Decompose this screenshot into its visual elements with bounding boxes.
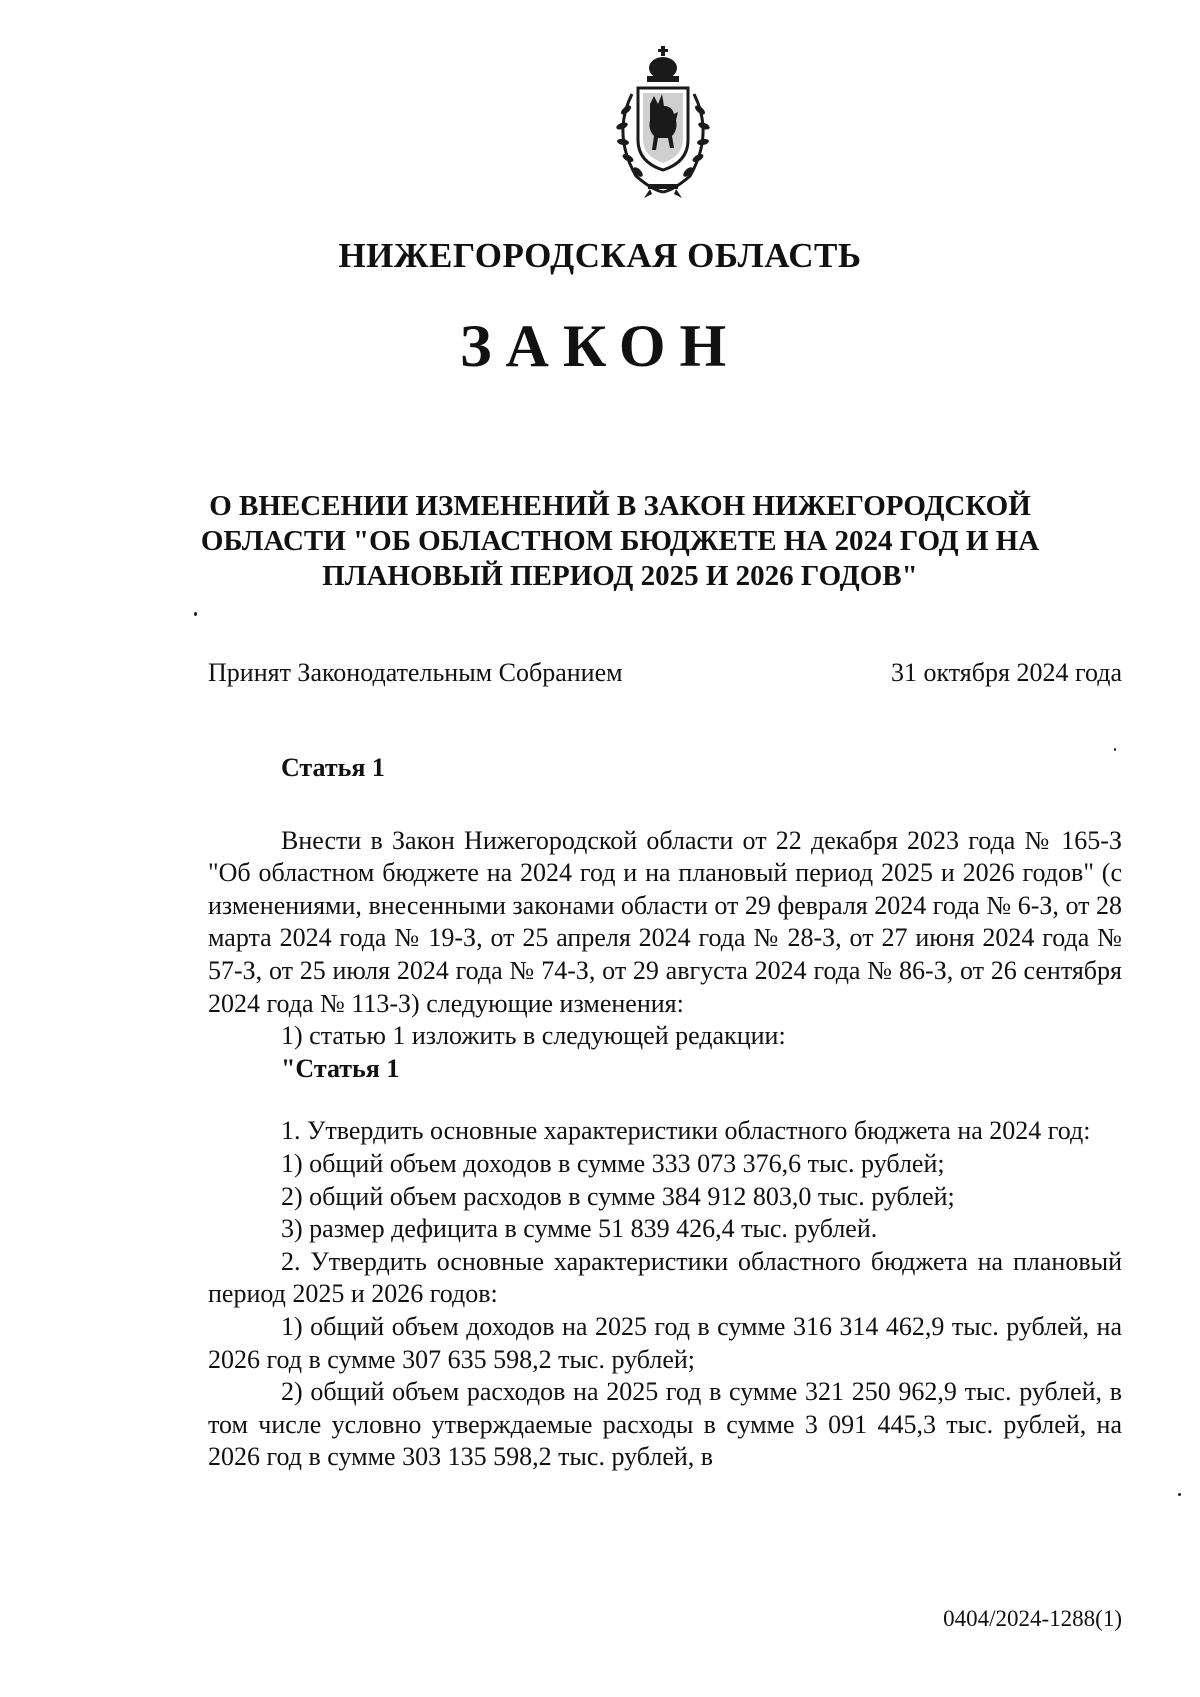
region-name: НИЖЕГОРОДСКАЯ ОБЛАСТЬ [338,236,862,275]
clause-paragraph: 1. Утвердить основные характеристики областного бюджета на 2024 год: [281,1116,1091,1146]
scan-speck [1114,748,1116,751]
article-intro: Внести в Закон Нижегородской области от 22 декабря 2023 года № 165-З "Об областном бюджете на 2024 год и на плановый период 2025 и 2026 годов" (с изменениями, внесенными законами области от 29 февраля 2024 года № 6-З, от 28 марта 2024 года № 19-З, от 25 апреля 2024 года № 28-З, от 27 июня 2024 года № 57-З, от 25 июля 2024 года № 74-З, от 29 августа 2024 года № 86-З, от 26 сентября 2024 года № 113-З) следующие изменения: [208,825,1122,1018]
clause-item: 1) общий объем доходов в сумме 333 073 376,6 тыс. рублей; [281,1148,945,1178]
scan-speck [1178,1493,1181,1496]
adoption-date: 31 октября 2024 года [891,658,1122,687]
quoted-article-heading: "Статья 1 [281,1053,400,1083]
document-type: ЗАКОН [459,313,741,379]
document-title [170,489,1070,594]
title-line: ПЛАНОВЫЙ ПЕРИОД 2025 И 2026 ГОДОВ" [322,560,918,592]
clause-item: 1) общий объем доходов на 2025 год в сумме 316 314 462,9 тыс. рублей, на 2026 год в сумме 307 635 598,2 тыс. рублей; [208,1311,1122,1374]
document-body [208,752,1122,1474]
adoption-row [208,658,1122,688]
clause-item: 2) общий объем расходов на 2025 год в сумме 321 250 962,9 тыс. рублей, в том числе условно утверждаемые расходы в сумме 3 091 445,3 тыс. рублей, на 2026 год в сумме 303 135 598,2 тыс. рублей, в [208,1377,1122,1472]
clause-item: 2) общий объем расходов в сумме 384 912 803,0 тыс. рублей; [281,1181,955,1211]
document-number: 0404/2024-1288(1) [943,1606,1122,1631]
article-heading: Статья 1 [281,753,385,782]
clause-item: 3) размер дефицита в сумме 51 839 426,4 тыс. рублей. [281,1214,878,1244]
coat-of-arms-emblem [588,44,744,200]
clause-paragraph: 2. Утвердить основные характеристики областного бюджета на плановый период 2025 и 2026 годов: [208,1246,1122,1309]
scan-speck [194,612,197,616]
title-line: ОБЛАСТИ "ОБ ОБЛАСТНОМ БЮДЖЕТЕ НА 2024 ГОД И НА [200,525,1040,557]
title-line: О ВНЕСЕНИИ ИЗМЕНЕНИЙ В ЗАКОН НИЖЕГОРОДСКОЙ [209,490,1031,522]
adopted-by: Принят Законодательным Собранием [208,658,623,687]
amendment-item: 1) статью 1 изложить в следующей редакции: [281,1021,786,1051]
